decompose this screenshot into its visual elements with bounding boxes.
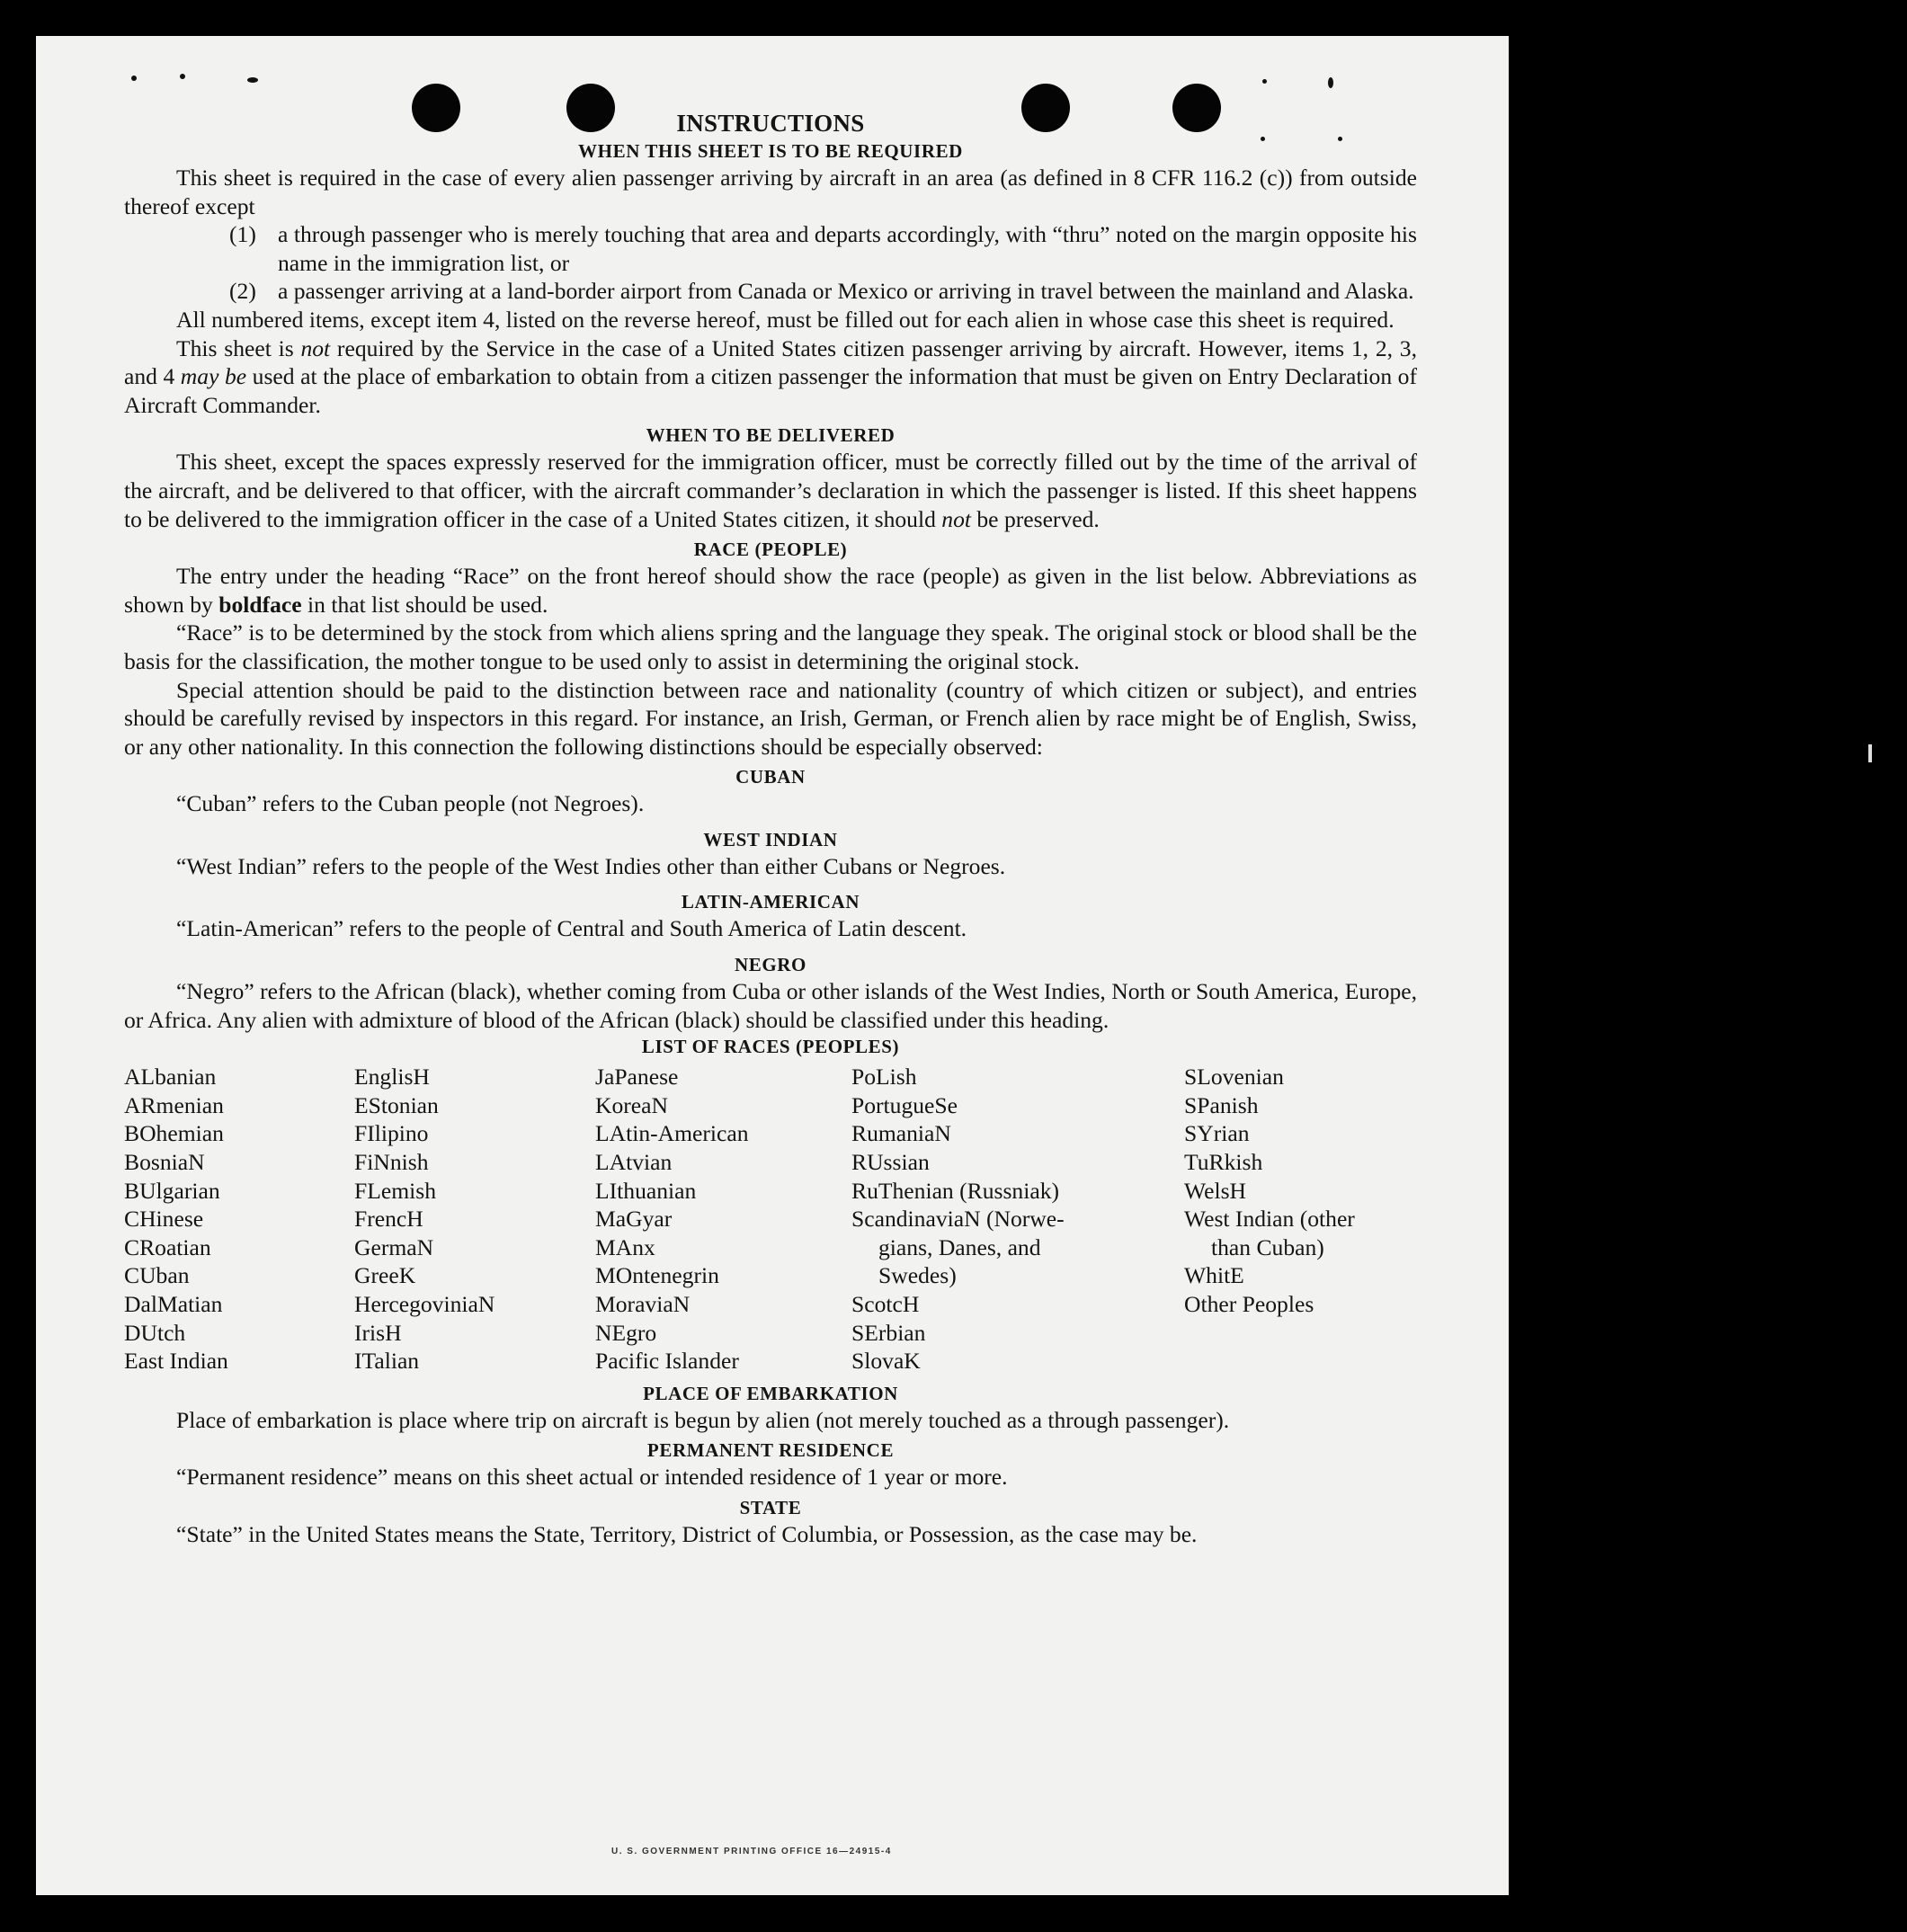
race-entry: Swedes) <box>878 1262 957 1289</box>
speck <box>180 74 185 79</box>
heading-when-delivered: WHEN TO BE DELIVERED <box>646 424 896 447</box>
race-entry: MoraviaN <box>595 1291 691 1317</box>
heading-west-indian: WEST INDIAN <box>703 828 838 850</box>
race-entry: RUssian <box>851 1149 930 1176</box>
race-entry: FrencH <box>354 1206 423 1233</box>
races-column <box>851 1063 1184 1376</box>
race-entry: WhitE <box>1184 1262 1244 1289</box>
race-entry: than Cuban) <box>1211 1233 1324 1260</box>
heading-embarkation: PLACE OF EMBARKATION <box>643 1382 898 1404</box>
printer-imprint: U. S. GOVERNMENT PRINTING OFFICE 16—24915-4 <box>611 1847 892 1856</box>
paragraph: This sheet is not required by the Service in the case of a United States citizen passenger arriving by aircraft. However, items 1, 2, 3, and 4 may be used at the place of embarkation to obtain from a citizen passenger the information that must be given on Entry Declaration of Aircraft Commander. <box>124 334 1417 418</box>
race-entry: CHinese <box>124 1206 204 1233</box>
race-entry: FIlipino <box>354 1120 429 1147</box>
document-page <box>36 36 1509 1895</box>
exception-item <box>229 220 1417 277</box>
race-entry: West Indian (other <box>1184 1206 1355 1233</box>
race-entry: RumaniaN <box>851 1120 951 1147</box>
heading-cuban: CUBAN <box>735 766 806 788</box>
race-entry: SErbian <box>851 1319 926 1346</box>
paragraph: All numbered items, except item 4, listed on the reverse hereof, must be filled out for each alien in whose case this sheet is required. <box>176 306 1395 333</box>
race-entry: PortugueSe <box>851 1091 958 1118</box>
race-entry: MOntenegrin <box>595 1262 719 1289</box>
race-entry: FLemish <box>354 1177 437 1204</box>
race-entry: GreeK <box>354 1262 416 1289</box>
item-text: a through passenger who is merely touching that area and departs accordingly, with “thru” noted on the margin opposite his name in the immigration list, or <box>278 221 1417 276</box>
race-entry: IrisH <box>354 1319 402 1346</box>
race-entry: DUtch <box>124 1319 186 1346</box>
speck <box>247 77 258 83</box>
races-column <box>124 1063 354 1376</box>
race-entry: ScotcH <box>851 1291 920 1317</box>
race-entry: HercegoviniaN <box>354 1291 495 1317</box>
race-entry: Other Peoples <box>1184 1291 1314 1317</box>
paragraph: Special attention should be paid to the distinction between race and nationality (country of which citizen or subject), and entries should be carefully revised by inspectors in this regard. For instance, an Irish, German, or French alien by race might be of English, Swiss, or any other nationality. In this connection the following distinctions should be especially observed: <box>124 676 1417 760</box>
race-entry: LAtin-American <box>595 1120 749 1147</box>
races-column <box>354 1063 595 1376</box>
paragraph: “West Indian” refers to the people of the West Indies other than either Cubans or Negroes. <box>176 852 1006 879</box>
race-entry: ALbanian <box>124 1064 217 1091</box>
heading-latin-american: LATIN-AMERICAN <box>681 891 860 913</box>
paragraph: The entry under the heading “Race” on the front hereof should show the race (people) as given in the list below. Abbreviations as shown by boldface in that list should be used. <box>124 563 1417 618</box>
race-entry: SLovenian <box>1184 1064 1284 1091</box>
speck <box>131 76 137 81</box>
paragraph: “State” in the United States means the State, Territory, District of Columbia, or Possession, as the case may be. <box>176 1520 1198 1547</box>
race-entry: NEgro <box>595 1319 657 1346</box>
paragraph: “Negro” refers to the African (black), whether coming from Cuba or other islands of the West Indies, North or South America, Europe, or Africa. Any alien with admixture of blood of the African (black) should be classified under this heading. <box>124 978 1417 1033</box>
paragraph: “Permanent residence” means on this sheet actual or intended residence of 1 year or more. <box>176 1464 1008 1491</box>
exception-item <box>229 277 1417 306</box>
race-entry: MAnx <box>595 1233 655 1260</box>
race-entry: ITalian <box>354 1348 420 1375</box>
race-entry: CUban <box>124 1262 190 1289</box>
heading-negro: NEGRO <box>734 954 806 976</box>
race-entry: WelsH <box>1184 1177 1247 1204</box>
instructions-body <box>124 108 1417 1549</box>
race-entry: EStonian <box>354 1091 439 1118</box>
race-entry: LAtvian <box>595 1149 673 1176</box>
race-entry: DalMatian <box>124 1291 223 1317</box>
race-entry: TuRkish <box>1184 1149 1263 1176</box>
race-entry: KoreaN <box>595 1091 669 1118</box>
paragraph: “Cuban” refers to the Cuban people (not Negroes). <box>176 790 645 817</box>
speck <box>1262 79 1267 84</box>
race-entry: RuThenian (Russniak) <box>851 1177 1060 1204</box>
race-entry: PoLish <box>851 1064 917 1091</box>
race-entry: EnglisH <box>354 1064 430 1091</box>
race-entry: JaPanese <box>595 1064 679 1091</box>
paragraph: Place of embarkation is place where trip on aircraft is begun by alien (not merely touched as a through passenger). <box>176 1406 1230 1433</box>
race-entry: SYrian <box>1184 1120 1250 1147</box>
race-entry: LIthuanian <box>595 1177 697 1204</box>
race-entry: East Indian <box>124 1348 228 1375</box>
item-number: (2) <box>229 278 256 305</box>
item-text: a passenger arriving at a land-border airport from Canada or Mexico or arriving in travel between the mainland and Alaska. <box>278 278 1414 305</box>
races-column <box>1184 1063 1417 1376</box>
race-entry: BosniaN <box>124 1149 205 1176</box>
race-entry: SPanish <box>1184 1091 1259 1118</box>
race-entry: BUlgarian <box>124 1177 220 1204</box>
race-entry: SlovaK <box>851 1348 921 1375</box>
heading-residence: PERMANENT RESIDENCE <box>646 1439 895 1462</box>
race-entry: ScandinaviaN (Norwe- <box>851 1206 1065 1233</box>
races-table <box>124 1063 1417 1376</box>
paragraph: “Race” is to be determined by the stock from which aliens spring and the language they speak. The original stock or blood shall be the basis for the classification, the mother tongue to be used only to assist in determining the original stock. <box>124 619 1417 674</box>
paragraph: This sheet, except the spaces expressly reserved for the immigration officer, must be correctly filled out by the time of the arrival of the aircraft, and be delivered to that officer, with the aircraft commander’s declaration in which the passenger is listed. If this sheet happens to be delivered to the immigration officer in the case of a United States citizen, it should not be preserved. <box>124 449 1417 532</box>
paragraph: This sheet is required in the case of every alien passenger arriving by aircraft in an area (as defined in 8 CFR 116.2 (c)) from outside thereof except <box>124 165 1417 219</box>
race-entry: MaGyar <box>595 1206 673 1233</box>
race-entry: BOhemian <box>124 1120 224 1147</box>
speck <box>1328 77 1333 88</box>
scan-mark <box>1868 744 1872 762</box>
race-entry: gians, Danes, and <box>878 1233 1041 1260</box>
races-column <box>595 1063 851 1376</box>
race-entry: Pacific Islander <box>595 1348 739 1375</box>
heading-when-required: WHEN THIS SHEET IS TO BE REQUIRED <box>578 140 963 162</box>
paragraph: “Latin-American” refers to the people of Central and South America of Latin descent. <box>176 915 967 942</box>
race-entry: CRoatian <box>124 1233 211 1260</box>
race-entry: FiNnish <box>354 1149 429 1176</box>
heading-state: STATE <box>739 1496 802 1518</box>
race-entry: GermaN <box>354 1233 434 1260</box>
item-number: (1) <box>229 221 256 248</box>
race-entry: ARmenian <box>124 1091 224 1118</box>
page-title: INSTRUCTIONS <box>676 110 865 137</box>
heading-race: RACE (PEOPLE) <box>693 539 848 561</box>
heading-list-of-races: LIST OF RACES (PEOPLES) <box>641 1036 900 1058</box>
